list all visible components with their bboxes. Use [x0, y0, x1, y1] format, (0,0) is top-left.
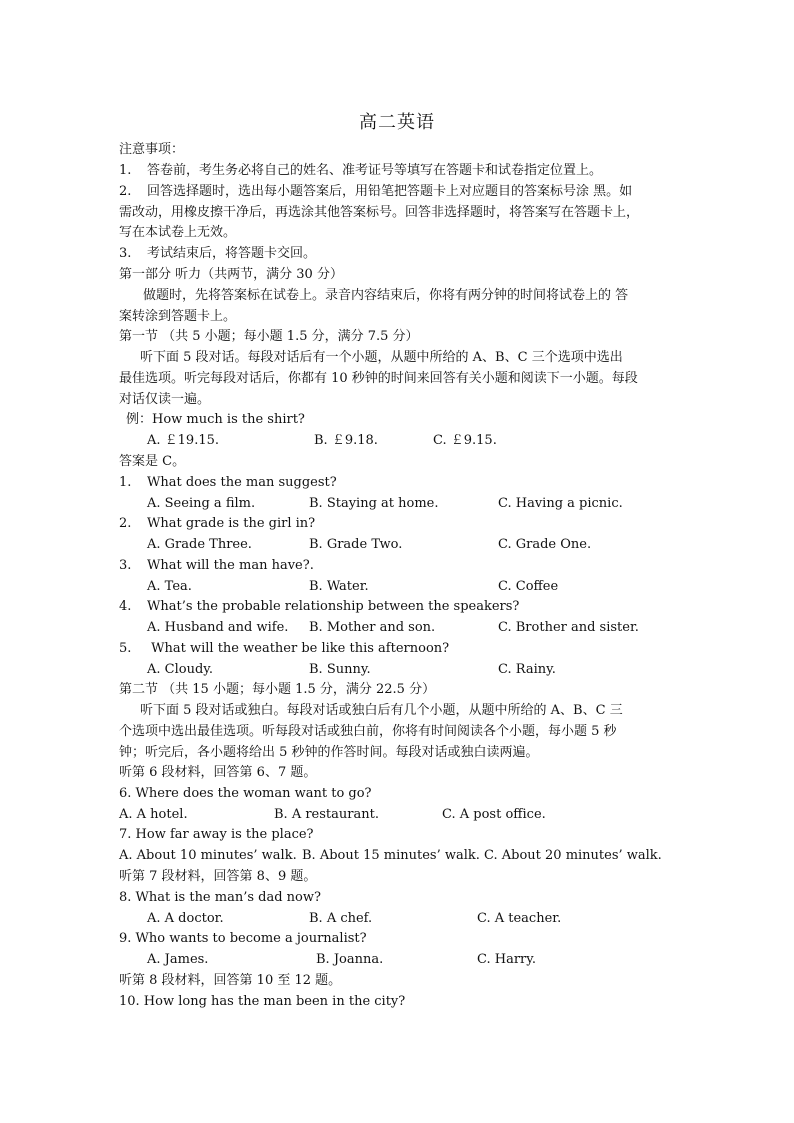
answer-option: C. Grade One.: [498, 537, 592, 552]
example-option: B. ￡9.18.: [314, 433, 378, 448]
question-number: 1.: [119, 475, 132, 490]
question-text: 9. Who wants to become a journalist?: [119, 931, 367, 946]
notice-item: [119, 245, 316, 263]
notice-text: 回答选择题时，选出每小题答案后，用铅笔把答题卡上对应题目的答案标号涂 黑。如: [147, 184, 633, 199]
question-number: 5.: [119, 641, 132, 656]
question: [119, 640, 449, 658]
question-number: 3.: [119, 558, 132, 573]
answer-option: B. Grade Two.: [309, 537, 403, 552]
question-text: 6. Where does the woman want to go?: [119, 786, 372, 801]
question: [119, 557, 314, 575]
question: [119, 515, 315, 533]
answer-option: C. Harry.: [477, 952, 537, 967]
answer-option: A. A doctor.: [147, 911, 224, 926]
material-heading: 听第 8 段材料，回答第 10 至 12 题。: [119, 973, 342, 988]
answer-option: C. Having a picnic.: [498, 496, 623, 511]
answer-option: B. About 15 minutes’ walk.: [302, 848, 480, 863]
part1-heading: 第一部分 听力（共两节，满分 30 分）: [119, 267, 343, 282]
answer-option: A. Tea.: [147, 579, 192, 594]
answer-option: B. Staying at home.: [309, 496, 439, 511]
section2-intro: 个选项中选出最佳选项。听每段对话或独白前，你将有时间阅读各个小题，每小题 5 秒: [119, 724, 617, 739]
question-text: 7. How far away is the place?: [119, 827, 314, 842]
question-number: 4.: [119, 599, 132, 614]
notice-text: 答卷前，考生务必将自己的姓名、准考证号等填写在答题卡和试卷指定位置上。: [147, 163, 603, 178]
notice-continuation: 需改动，用橡皮擦干净后，再选涂其他答案标号。回答非选择题时，将答案写在答题卡上，: [119, 205, 640, 220]
notice-continuation: 写在本试卷上无效。: [119, 225, 237, 240]
example-option: A. ￡19.15.: [147, 433, 220, 448]
question-text: What’s the probable relationship between the speakers?: [147, 599, 520, 614]
question-number: 2.: [119, 516, 132, 531]
question-text: What grade is the girl in?: [147, 516, 316, 531]
notice-number: 1.: [119, 163, 132, 178]
question-text: What will the man have?.: [147, 558, 314, 573]
question-text: What does the man suggest?: [147, 475, 337, 490]
answer-option: C. Rainy.: [498, 662, 556, 677]
answer-option: A. Cloudy.: [147, 662, 214, 677]
answer-option: C. A teacher.: [477, 911, 562, 926]
section1-intro: 最佳选项。听完每段对话后，你都有 10 秒钟的时间来回答有关小题和阅读下一小题。每段: [119, 371, 638, 386]
page-title: 高二英语: [359, 112, 435, 133]
material-heading: 听第 6 段材料，回答第 6、7 题。: [119, 765, 317, 780]
notice-text: 考试结束后，将答题卡交回。: [147, 246, 317, 261]
question: [119, 598, 519, 616]
notice-heading: 注意事项：: [119, 142, 185, 157]
answer-option: B. A restaurant.: [274, 807, 379, 822]
notice-item: [119, 183, 632, 201]
example-answer: 答案是 C。: [119, 454, 186, 469]
part1-intro: 案转涂到答题卡上。: [119, 309, 237, 324]
answer-option: B. Mother and son.: [309, 620, 436, 635]
material-heading: 听第 7 段材料，回答第 8、9 题。: [119, 869, 317, 884]
example-question: 例：How much is the shirt?: [126, 412, 305, 427]
answer-option: A. Grade Three.: [147, 537, 252, 552]
answer-option: B. A chef.: [309, 911, 373, 926]
notice-number: 3.: [119, 246, 132, 261]
question: [119, 474, 337, 492]
notice-number: 2.: [119, 184, 132, 199]
answer-option: A. About 10 minutes’ walk.: [119, 848, 297, 863]
section1-intro: 听下面 5 段对话。每段对话后有一个小题，从题中所给的 A、B、C 三个选项中选出: [140, 350, 623, 365]
section2-intro: 钟；听完后，各小题将给出 5 秒钟的作答时间。每段对话或独白读两遍。: [119, 745, 539, 760]
section2-heading: 第二节 （共 15 小题；每小题 1.5 分，满分 22.5 分）: [119, 682, 436, 697]
answer-option: C. About 20 minutes’ walk.: [484, 848, 662, 863]
answer-option: A. James.: [147, 952, 209, 967]
section1-heading: 第一节 （共 5 小题；每小题 1.5 分，满分 7.5 分）: [119, 329, 419, 344]
question-text: 10. How long has the man been in the city?: [119, 994, 406, 1009]
answer-option: B. Water.: [309, 579, 369, 594]
answer-option: C. Coffee: [498, 579, 559, 594]
section1-intro: 对话仅读一遍。: [119, 392, 211, 407]
notice-item: [119, 162, 602, 180]
question-text: What will the weather be like this afternoon?: [147, 641, 450, 656]
question-text: 8. What is the man’s dad now?: [119, 890, 321, 905]
answer-option: C. A post office.: [442, 807, 546, 822]
answer-option: A. A hotel.: [119, 807, 188, 822]
example-option: C. ￡9.15.: [433, 433, 497, 448]
answer-option: B. Joanna.: [316, 952, 384, 967]
part1-intro: 做题时，先将答案标在试卷上。录音内容结束后，你将有两分钟的时间将试卷上的 答: [143, 288, 629, 303]
answer-option: A. Husband and wife.: [147, 620, 289, 635]
answer-option: B. Sunny.: [309, 662, 371, 677]
answer-option: A. Seeing a film.: [147, 496, 256, 511]
section2-intro: 听下面 5 段对话或独白。每段对话或独白后有几个小题，从题中所给的 A、B、C 三: [140, 703, 623, 718]
answer-option: C. Brother and sister.: [498, 620, 639, 635]
